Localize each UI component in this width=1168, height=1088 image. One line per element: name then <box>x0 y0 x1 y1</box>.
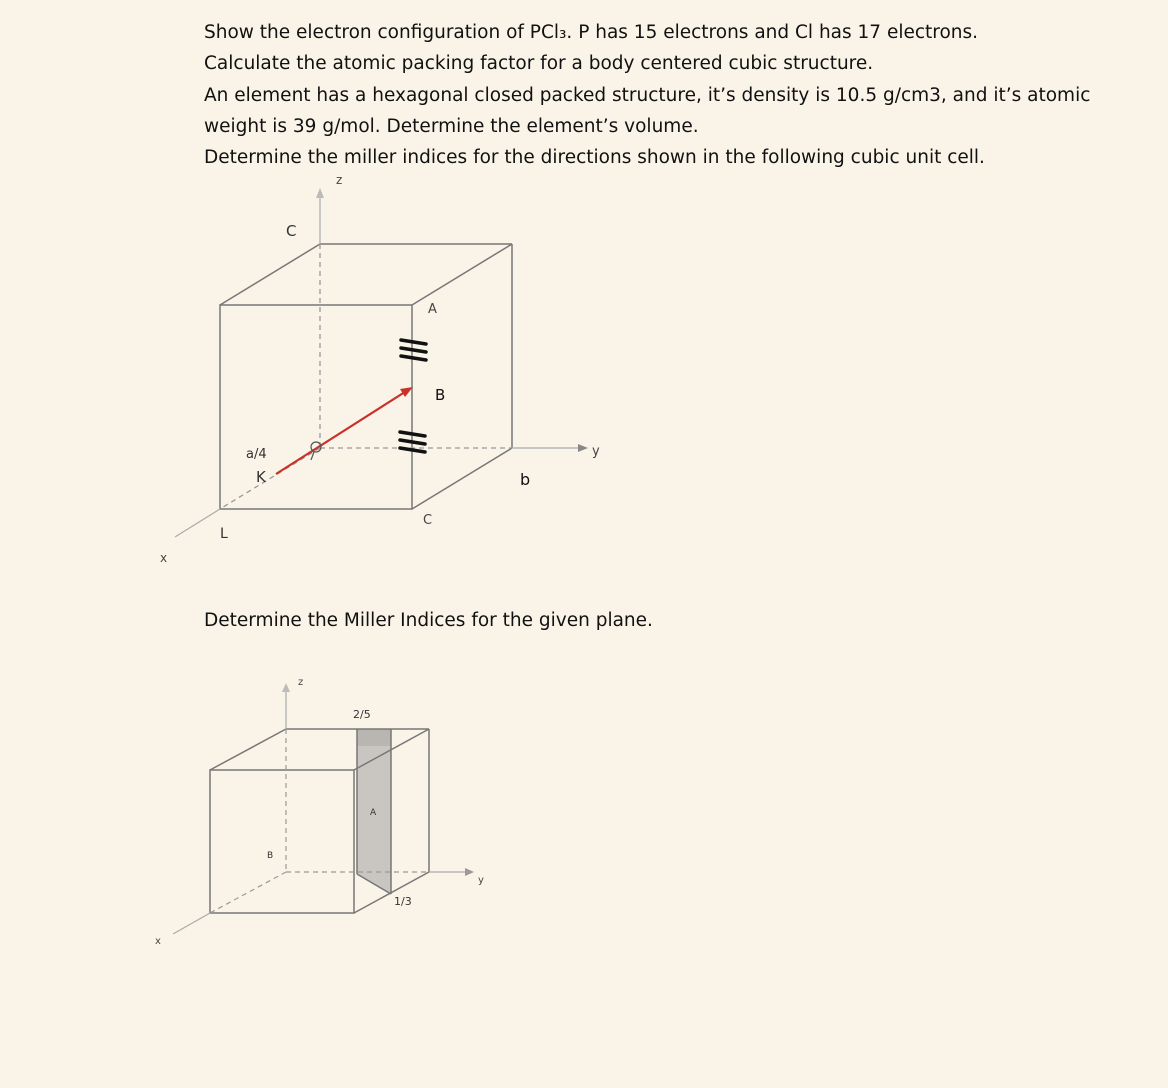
question-hcp-volume-line1: An element has a hexagonal closed packed structure, it’s density is 10.5 g/cm3, and it’s atomic <box>204 85 1091 106</box>
cube2-x-axis <box>173 913 210 934</box>
fig1-label-l: L <box>220 526 228 542</box>
fig2-x-label: x <box>155 936 161 947</box>
cube2-front-face <box>210 770 354 913</box>
question-miller-directions: Determine the miller indices for the directions shown in the following cubic unit cell. <box>204 147 985 168</box>
fig1-z-label: z <box>336 173 343 187</box>
fig1-label-k: K <box>256 468 266 486</box>
fig2-label-one-third: 1/3 <box>394 895 412 908</box>
fig1-label-a-quarter: a/4 <box>246 447 267 462</box>
fig2-y-label: y <box>478 875 484 886</box>
fig1-y-label: y <box>592 444 600 459</box>
cube2-y-arrowhead <box>465 868 474 876</box>
cube2-hidden-diagonal <box>210 872 286 913</box>
fig1-label-a: A <box>428 302 437 317</box>
fig1-label-b-lower: b <box>520 470 531 489</box>
fig1-label-c-top: C <box>286 222 297 240</box>
question-miller-plane: Determine the Miller Indices for the given plane. <box>204 610 653 631</box>
cube2-z-arrowhead <box>282 683 290 692</box>
fig2-label-a: A <box>370 808 377 818</box>
question-hcp-volume-line2: weight is 39 g/mol. Determine the element’s volume. <box>204 116 699 137</box>
fig2-label-two-fifths: 2/5 <box>353 708 371 721</box>
question-electron-configuration: Show the electron configuration of PCl₃. P has 15 electrons and Cl has 17 electrons. <box>204 22 979 43</box>
fig1-label-b-upper: B <box>435 386 446 404</box>
fig1-x-label: x <box>160 551 168 565</box>
fig2-label-b: B <box>267 851 274 861</box>
question-packing-factor: Calculate the atomic packing factor for a body centered cubic structure. <box>204 53 874 74</box>
fig2-z-label: z <box>298 677 304 688</box>
fig1-label-c-bottom: C <box>423 513 433 528</box>
